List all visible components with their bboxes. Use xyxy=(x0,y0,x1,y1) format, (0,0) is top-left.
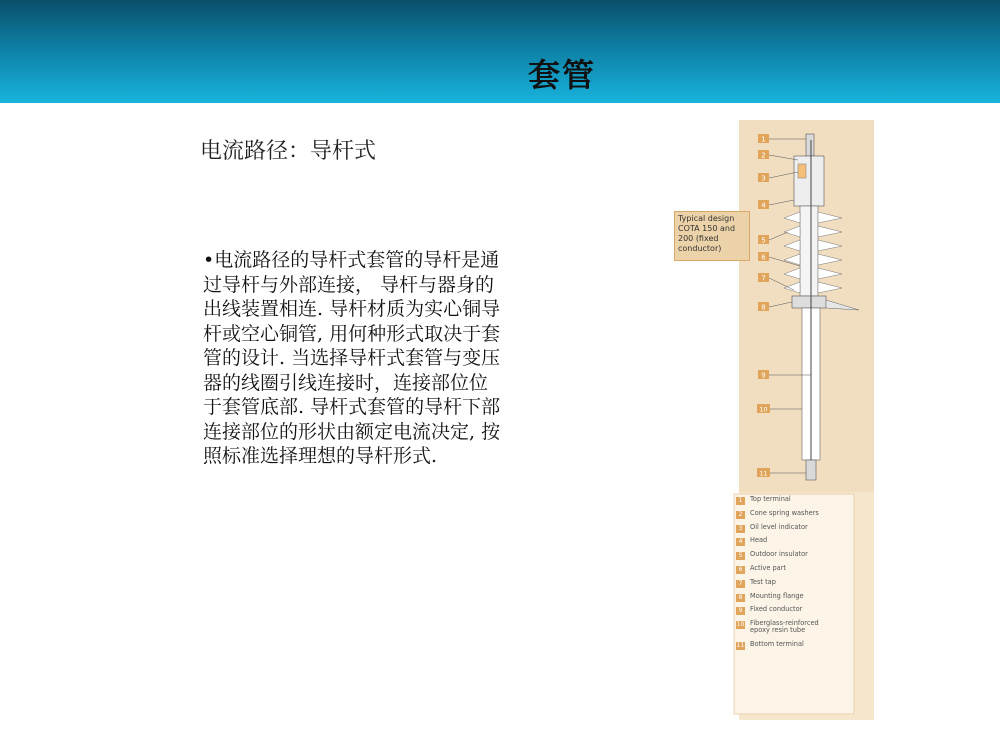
legend-label: Outdoor insulator xyxy=(750,550,808,559)
callout-line: Typical design xyxy=(678,214,735,223)
svg-text:1: 1 xyxy=(761,135,766,144)
svg-text:8: 8 xyxy=(761,303,766,312)
body-line: 过导杆与外部连接， 导杆与器身的 xyxy=(203,273,495,296)
slide-title: 套管 xyxy=(528,56,597,94)
callout-line: COTA 150 and xyxy=(678,224,736,233)
legend-number: 10 xyxy=(736,621,745,629)
legend-label: Mounting flange xyxy=(750,591,804,600)
head-shape xyxy=(794,156,824,206)
legend-label: Fiberglass-reinforced epoxy resin tube xyxy=(750,619,819,635)
bottom-terminal-shape xyxy=(806,460,816,480)
legend-number: 9 xyxy=(736,607,745,615)
legend-item xyxy=(736,496,856,510)
callout-line: conductor) xyxy=(678,244,722,253)
top-terminal-shape xyxy=(806,134,814,156)
legend-item xyxy=(736,620,856,641)
svg-text:11: 11 xyxy=(759,469,768,478)
body-paragraph xyxy=(203,248,553,469)
body-line: 照标准选择理想的导杆形式. xyxy=(203,445,438,467)
legend-item xyxy=(736,593,856,607)
legend-item xyxy=(736,510,856,524)
legend-label: Bottom terminal xyxy=(750,640,804,649)
header-band xyxy=(0,0,1000,103)
legend-number: 6 xyxy=(736,566,745,574)
design-callout xyxy=(674,211,750,261)
legend-number: 5 xyxy=(736,552,745,560)
body-line: •电流路径的导杆式套管的导杆是通 xyxy=(203,249,500,271)
body-line: 出线装置相连. 导杆材质为实心铜导 xyxy=(203,298,501,320)
svg-text:9: 9 xyxy=(761,371,766,380)
legend-number: 8 xyxy=(736,594,745,602)
legend-item xyxy=(736,551,856,565)
legend-label: Active part xyxy=(750,563,787,572)
legend-number: 1 xyxy=(736,497,745,505)
body-line: 器的线圈引线连接时，连接部位位 xyxy=(203,371,489,394)
svg-text:4: 4 xyxy=(761,201,766,210)
legend-number: 11 xyxy=(736,642,745,650)
legend-label: Fixed conductor xyxy=(750,605,803,614)
legend-item xyxy=(736,641,856,655)
legend-label: Cone spring washers xyxy=(750,508,819,517)
legend-label: Head xyxy=(750,536,768,545)
legend-item xyxy=(736,606,856,620)
legend-item xyxy=(736,579,856,593)
svg-text:3: 3 xyxy=(761,174,766,183)
insulator-core xyxy=(800,206,818,296)
legend-item xyxy=(736,565,856,579)
oil-indicator-shape xyxy=(798,164,806,178)
callout-line: 200 (fixed xyxy=(678,234,719,243)
svg-text:6: 6 xyxy=(761,253,766,262)
svg-text:2: 2 xyxy=(761,151,766,160)
body-line: 杆或空心铜管, 用何种形式取决于套 xyxy=(203,322,501,345)
svg-text:10: 10 xyxy=(759,405,768,414)
legend-number: 3 xyxy=(736,525,745,533)
legend-number: 2 xyxy=(736,511,745,519)
flange-shape xyxy=(792,296,826,308)
legend-label: Test tap xyxy=(750,577,776,586)
body-line: 于套管底部. 导杆式套管的导杆下部 xyxy=(203,396,501,418)
slide-subtitle: 电流路径：导杆式 xyxy=(200,139,377,164)
legend-item xyxy=(736,524,856,538)
legend-item xyxy=(736,537,856,551)
figure-legend xyxy=(736,496,856,655)
legend-label: Top terminal xyxy=(750,495,791,503)
body-line: 管的设计. 当选择导杆式套管与变压 xyxy=(203,347,501,369)
svg-text:7: 7 xyxy=(761,274,766,283)
legend-label: Oil level indicator xyxy=(750,522,808,531)
legend-number: 4 xyxy=(736,538,745,546)
body-line: 连接部位的形状由额定电流决定, 按 xyxy=(203,420,501,443)
svg-text:5: 5 xyxy=(761,236,766,245)
legend-number: 7 xyxy=(736,580,745,588)
